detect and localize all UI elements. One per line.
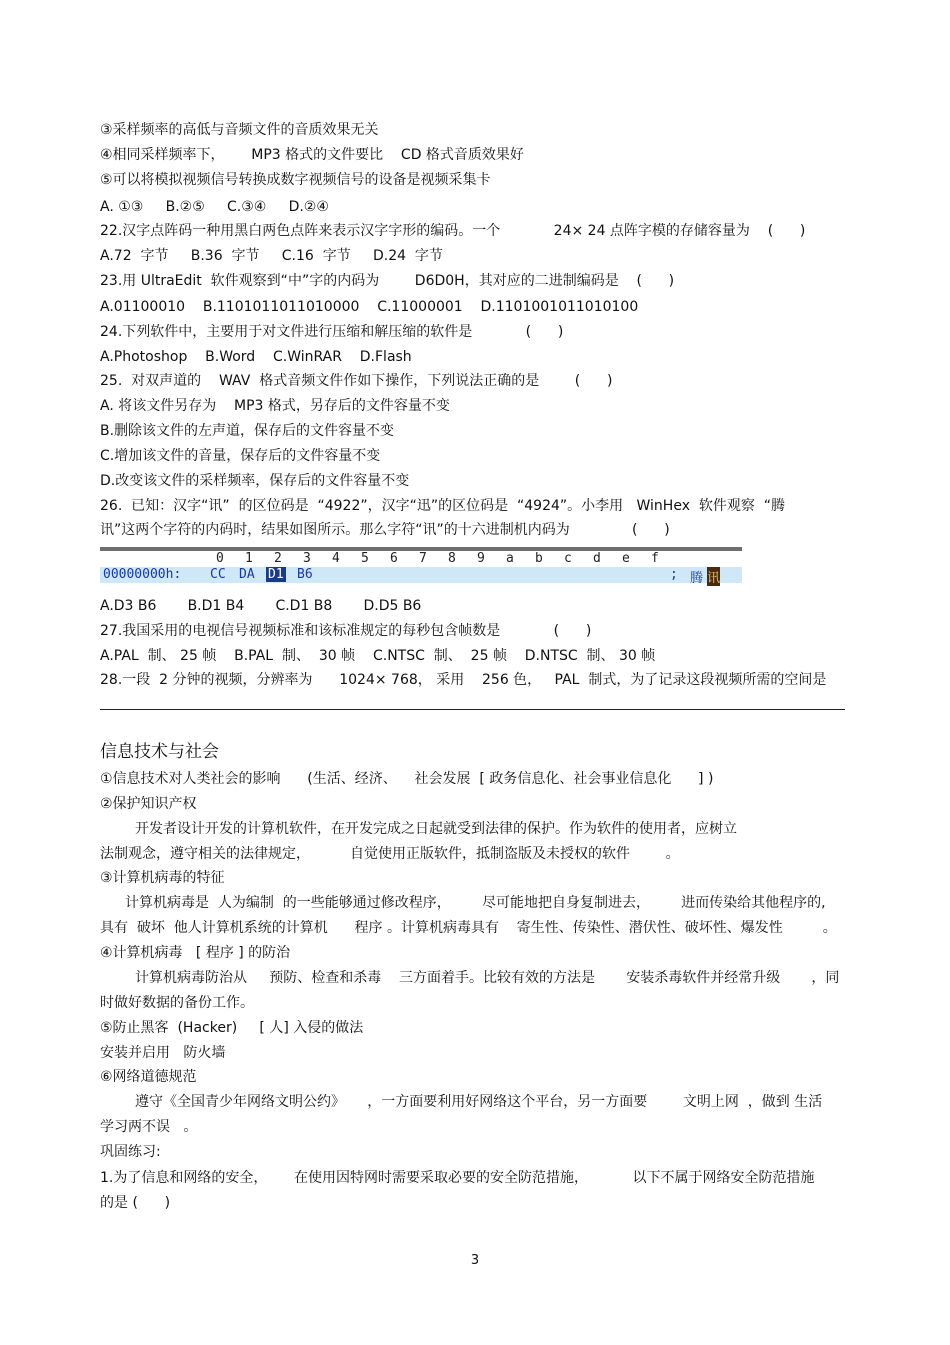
answer-choices: A. ①③ B.②⑤ C.③④ D.②④ xyxy=(100,199,329,215)
hex-col: 4 xyxy=(332,551,340,566)
hex-col: 6 xyxy=(390,551,398,566)
question-27: 27.我国采用的电视信号视频标准和该标准规定的每秒包含帧数是 ( ) xyxy=(100,623,592,639)
question-25: 25. 对双声道的 WAV 格式音频文件作如下操作，下列说法正确的是 ( ) xyxy=(100,373,613,389)
hex-col: b xyxy=(535,551,543,566)
hex-col: 3 xyxy=(303,551,311,566)
answer-choice: B.删除该文件的左声道，保存后的文件容量不变 xyxy=(100,423,395,439)
hex-col: e xyxy=(622,551,630,566)
answer-choice: A. 将该文件另存为 MP3 格式，另存后的文件容量不变 xyxy=(100,398,450,414)
answer-blank-line xyxy=(100,709,845,710)
hex-col: f xyxy=(651,551,659,566)
hex-col: 0 xyxy=(216,551,224,566)
paragraph: 安装并启用 防火墙 xyxy=(100,1045,226,1061)
hex-char: 腾 xyxy=(690,571,704,586)
list-item: ③计算机病毒的特征 xyxy=(100,870,225,886)
hex-col: 5 xyxy=(361,551,369,566)
paragraph: 计算机病毒防治从 预防、检查和杀毒 三方面着手。比较有效的方法是 安装杀毒软件并经常升级 ，同 xyxy=(135,970,840,986)
hex-byte-selected[interactable]: D1 xyxy=(268,567,284,582)
list-item: ⑤防止黑客 (Hacker) [ 人] 入侵的做法 xyxy=(100,1020,364,1036)
option-line: ③采样频率的高低与音频文件的音质效果无关 xyxy=(100,122,379,138)
answer-choices: A.PAL 制、 25 帧 B.PAL 制、 30 帧 C.NTSC 制、 25 帧 D.NTSC 制、 30 帧 xyxy=(100,648,656,664)
question-26: 26. 已知：汉字“讯” 的区位码是 “4922”，汉字“迅”的区位码是 “4924”。小李用 WinHex 软件观察 “腾 xyxy=(100,498,786,514)
hex-separator: ; xyxy=(670,567,678,582)
hex-offset: 00000000h: xyxy=(103,567,182,582)
option-line: ④相同采样频率下， MP3 格式的文件要比 CD 格式音质效果好 xyxy=(100,147,524,163)
answer-choices: A.Photoshop B.Word C.WinRAR D.Flash xyxy=(100,349,412,365)
question-22: 22.汉字点阵码一种用黑白两色点阵来表示汉字字形的编码。一个 24× 24 点阵字模的存储容量为 ( ) xyxy=(100,223,806,239)
paragraph: 时做好数据的备份工作。 xyxy=(100,995,254,1011)
hex-col: 1 xyxy=(245,551,253,566)
hex-byte: B6 xyxy=(297,567,313,582)
answer-choice: D.改变该文件的采样频率，保存后的文件容量不变 xyxy=(100,473,410,489)
hex-col: a xyxy=(506,551,514,566)
hex-col: 8 xyxy=(448,551,456,566)
subheading: 巩固练习: xyxy=(100,1144,161,1160)
hex-col: d xyxy=(593,551,601,566)
hex-data-row xyxy=(100,567,742,586)
list-item: ⑥网络道德规范 xyxy=(100,1069,197,1085)
winhex-figure xyxy=(100,547,742,586)
answer-choices: A.72 字节 B.36 字节 C.16 字节 D.24 字节 xyxy=(100,248,443,264)
hex-char: 讯 xyxy=(707,567,720,586)
paragraph: 学习两不误 。 xyxy=(100,1119,198,1135)
hex-col: c xyxy=(564,551,572,566)
hex-col: 9 xyxy=(477,551,485,566)
list-item: ②保护知识产权 xyxy=(100,796,197,812)
paragraph: 法制观念，遵守相关的法律规定， 自觉使用正版软件，抵制盗版及未授权的软件 。 xyxy=(100,846,680,862)
question-24: 24.下列软件中，主要用于对文件进行压缩和解压缩的软件是 ( ) xyxy=(100,324,564,340)
hex-col: 2 xyxy=(274,551,282,566)
paragraph: 遵守《全国青少年网络文明公约》 ，一方面要利用好网络这个平台，另一方面要 文明上网 ，做到 生活 xyxy=(135,1094,823,1110)
paragraph: 计算机病毒是 人为编制 的一些能够通过修改程序， 尽可能地把自身复制进去， 进而传染给其他程序的, xyxy=(125,895,826,911)
hex-col: 7 xyxy=(419,551,427,566)
section-heading: 信息技术与社会 xyxy=(100,742,219,762)
question-1-cont: 的是 ( ) xyxy=(100,1195,171,1211)
page-number: 3 xyxy=(470,1253,480,1268)
paragraph: 开发者设计开发的计算机软件，在开发完成之日起就受到法律的保护。作为软件的使用者，应树立 xyxy=(135,821,737,837)
question-23: 23.用 UltraEdit 软件观察到“中”字的内码为 D6D0H，其对应的二进制编码是 ( ) xyxy=(100,273,675,289)
question-1: 1.为了信息和网络的安全， 在使用因特网时需要采取必要的安全防范措施， 以下不属于网络安全防范措施 xyxy=(100,1170,815,1186)
hex-column-header xyxy=(100,551,742,567)
list-item: ④计算机病毒 [ 程序 ] 的防治 xyxy=(100,945,291,961)
question-26-cont: 讯”这两个字符的内码时，结果如图所示。那么字符“讯”的十六进制机内码为 ( ) xyxy=(100,522,670,538)
list-item: ①信息技术对人类社会的影响 (生活、经济、 社会发展 [ 政务信息化、社会事业信息化 ] ) xyxy=(100,771,714,787)
option-line: ⑤可以将模拟视频信号转换成数字视频信号的设备是视频采集卡 xyxy=(100,172,491,188)
answer-choices: A.01100010 B.1101011011010000 C.11000001 D.1101001011010100 xyxy=(100,299,639,315)
paragraph: 具有 破坏 他人计算机系统的计算机 程序 。计算机病毒具有 寄生性、传染性、潜伏性、破坏性、爆发性 。 xyxy=(100,920,837,936)
hex-byte: CC xyxy=(210,567,226,582)
question-28: 28.一段 2 分钟的视频，分辨率为 1024× 768， 采用 256 色， PAL 制式，为了记录这段视频所需的空间是 xyxy=(100,672,827,688)
hex-byte: DA xyxy=(239,567,255,582)
answer-choice: C.增加该文件的音量，保存后的文件容量不变 xyxy=(100,448,381,464)
answer-choices: A.D3 B6 B.D1 B4 C.D1 B8 D.D5 B6 xyxy=(100,598,422,614)
